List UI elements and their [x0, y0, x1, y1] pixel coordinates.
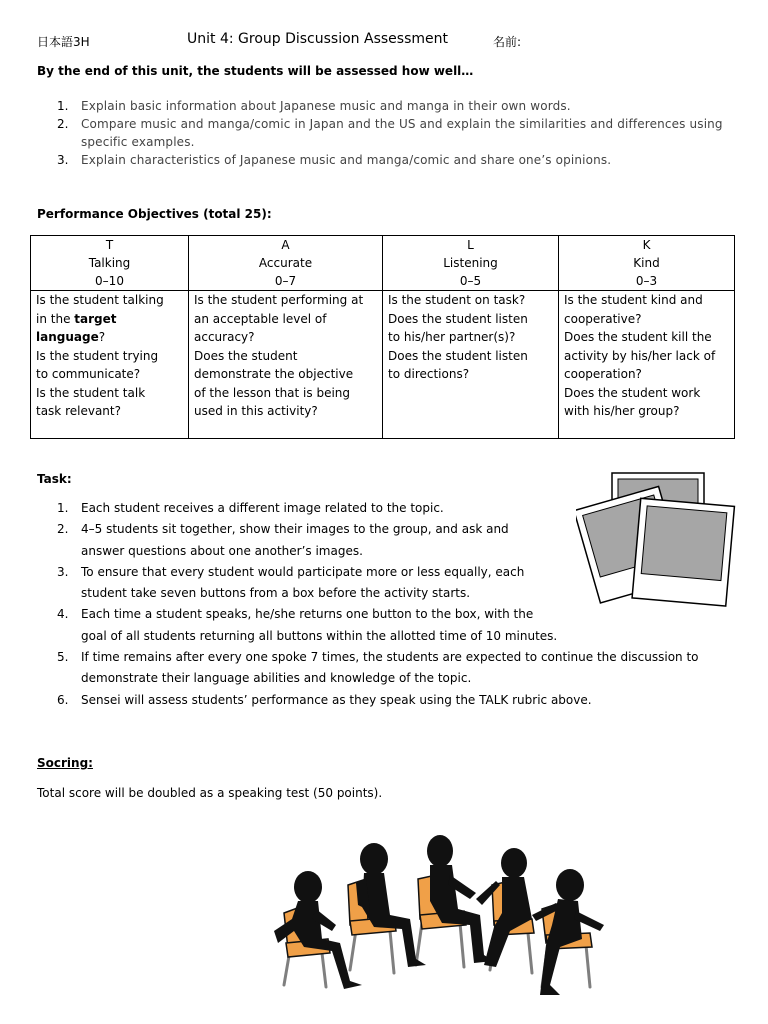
task-item: 1. Each student receives a different image related to the topic. [57, 501, 444, 515]
scoring-text: Total score will be doubled as a speaking test (50 points). [37, 786, 383, 800]
goal-item: 3. Explain characteristics of Japanese music and manga/comic and share one’s opinions. [57, 153, 612, 167]
rubric-cell-kind: Is the student kind and cooperative? Does the student kill the activity by his/her lack of cooperation? Does the student work with his/her group? [559, 291, 735, 439]
name-label: 名前: [493, 35, 522, 49]
rubric-header-kind: K Kind 0–3 [559, 236, 735, 291]
performance-title: Performance Objectives (total 25): [37, 207, 272, 221]
rubric-header-talking: T Talking 0–10 [31, 236, 189, 291]
task-item: 6. Sensei will assess students’ performance as they speak using the TALK rubric above. [57, 692, 592, 707]
rubric-cell-accurate: Is the student performing at an acceptable level of accuracy? Does the student demonstrate the objective of the lesson that is being used in this activity? [189, 291, 383, 439]
task-item: 4. Each time a student speaks, he/she returns one button to the box, with the goal of all students returning all buttons within the allotted time of 10 minutes. [57, 607, 558, 643]
rubric-body-row [31, 291, 735, 439]
photo-stack-icon [576, 470, 736, 610]
scoring-title: Socring: [37, 756, 93, 770]
class-label: 日本語3H [37, 35, 90, 49]
task-item: 5. If time remains after every one spoke 7 times, the students are expected to continue the discussion to demonstrate their language abilities and knowledge of the topic. [57, 650, 699, 686]
target-language-emphasis: target language [36, 311, 117, 344]
page-title: Unit 4: Group Discussion Assessment [187, 31, 448, 47]
rubric-table [30, 235, 735, 439]
task-item: 3. To ensure that every student would participate more or less equally, each student take seven buttons from a box before the activity starts. [57, 564, 525, 601]
intro-text: By the end of this unit, the students will be assessed how well… [37, 64, 474, 78]
rubric-header-accurate: A Accurate 0–7 [189, 236, 383, 291]
goal-item: 1. Explain basic information about Japanese music and manga in their own words. [57, 99, 571, 113]
goals-list [37, 97, 768, 169]
rubric-header-row [31, 236, 735, 291]
rubric-header-listening: L Listening 0–5 [383, 236, 559, 291]
rubric-cell-listening: Is the student on task? Does the student listen to his/her partner(s)? Does the student listen to directions? [383, 291, 559, 439]
discussion-group-illustration [270, 835, 620, 1005]
goal-item: 2. Compare music and manga/comic in Japan and the US and explain the similarities and differences using specific examples. [57, 117, 723, 149]
task-item: 2. 4–5 students sit together, show their images to the group, and ask and answer questions about one another’s images. [57, 522, 509, 558]
task-title: Task: [37, 472, 72, 486]
rubric-cell-talking: Is the student talking in the target language? Is the student trying to communicate? Is the student talk task relevant? [31, 291, 189, 439]
